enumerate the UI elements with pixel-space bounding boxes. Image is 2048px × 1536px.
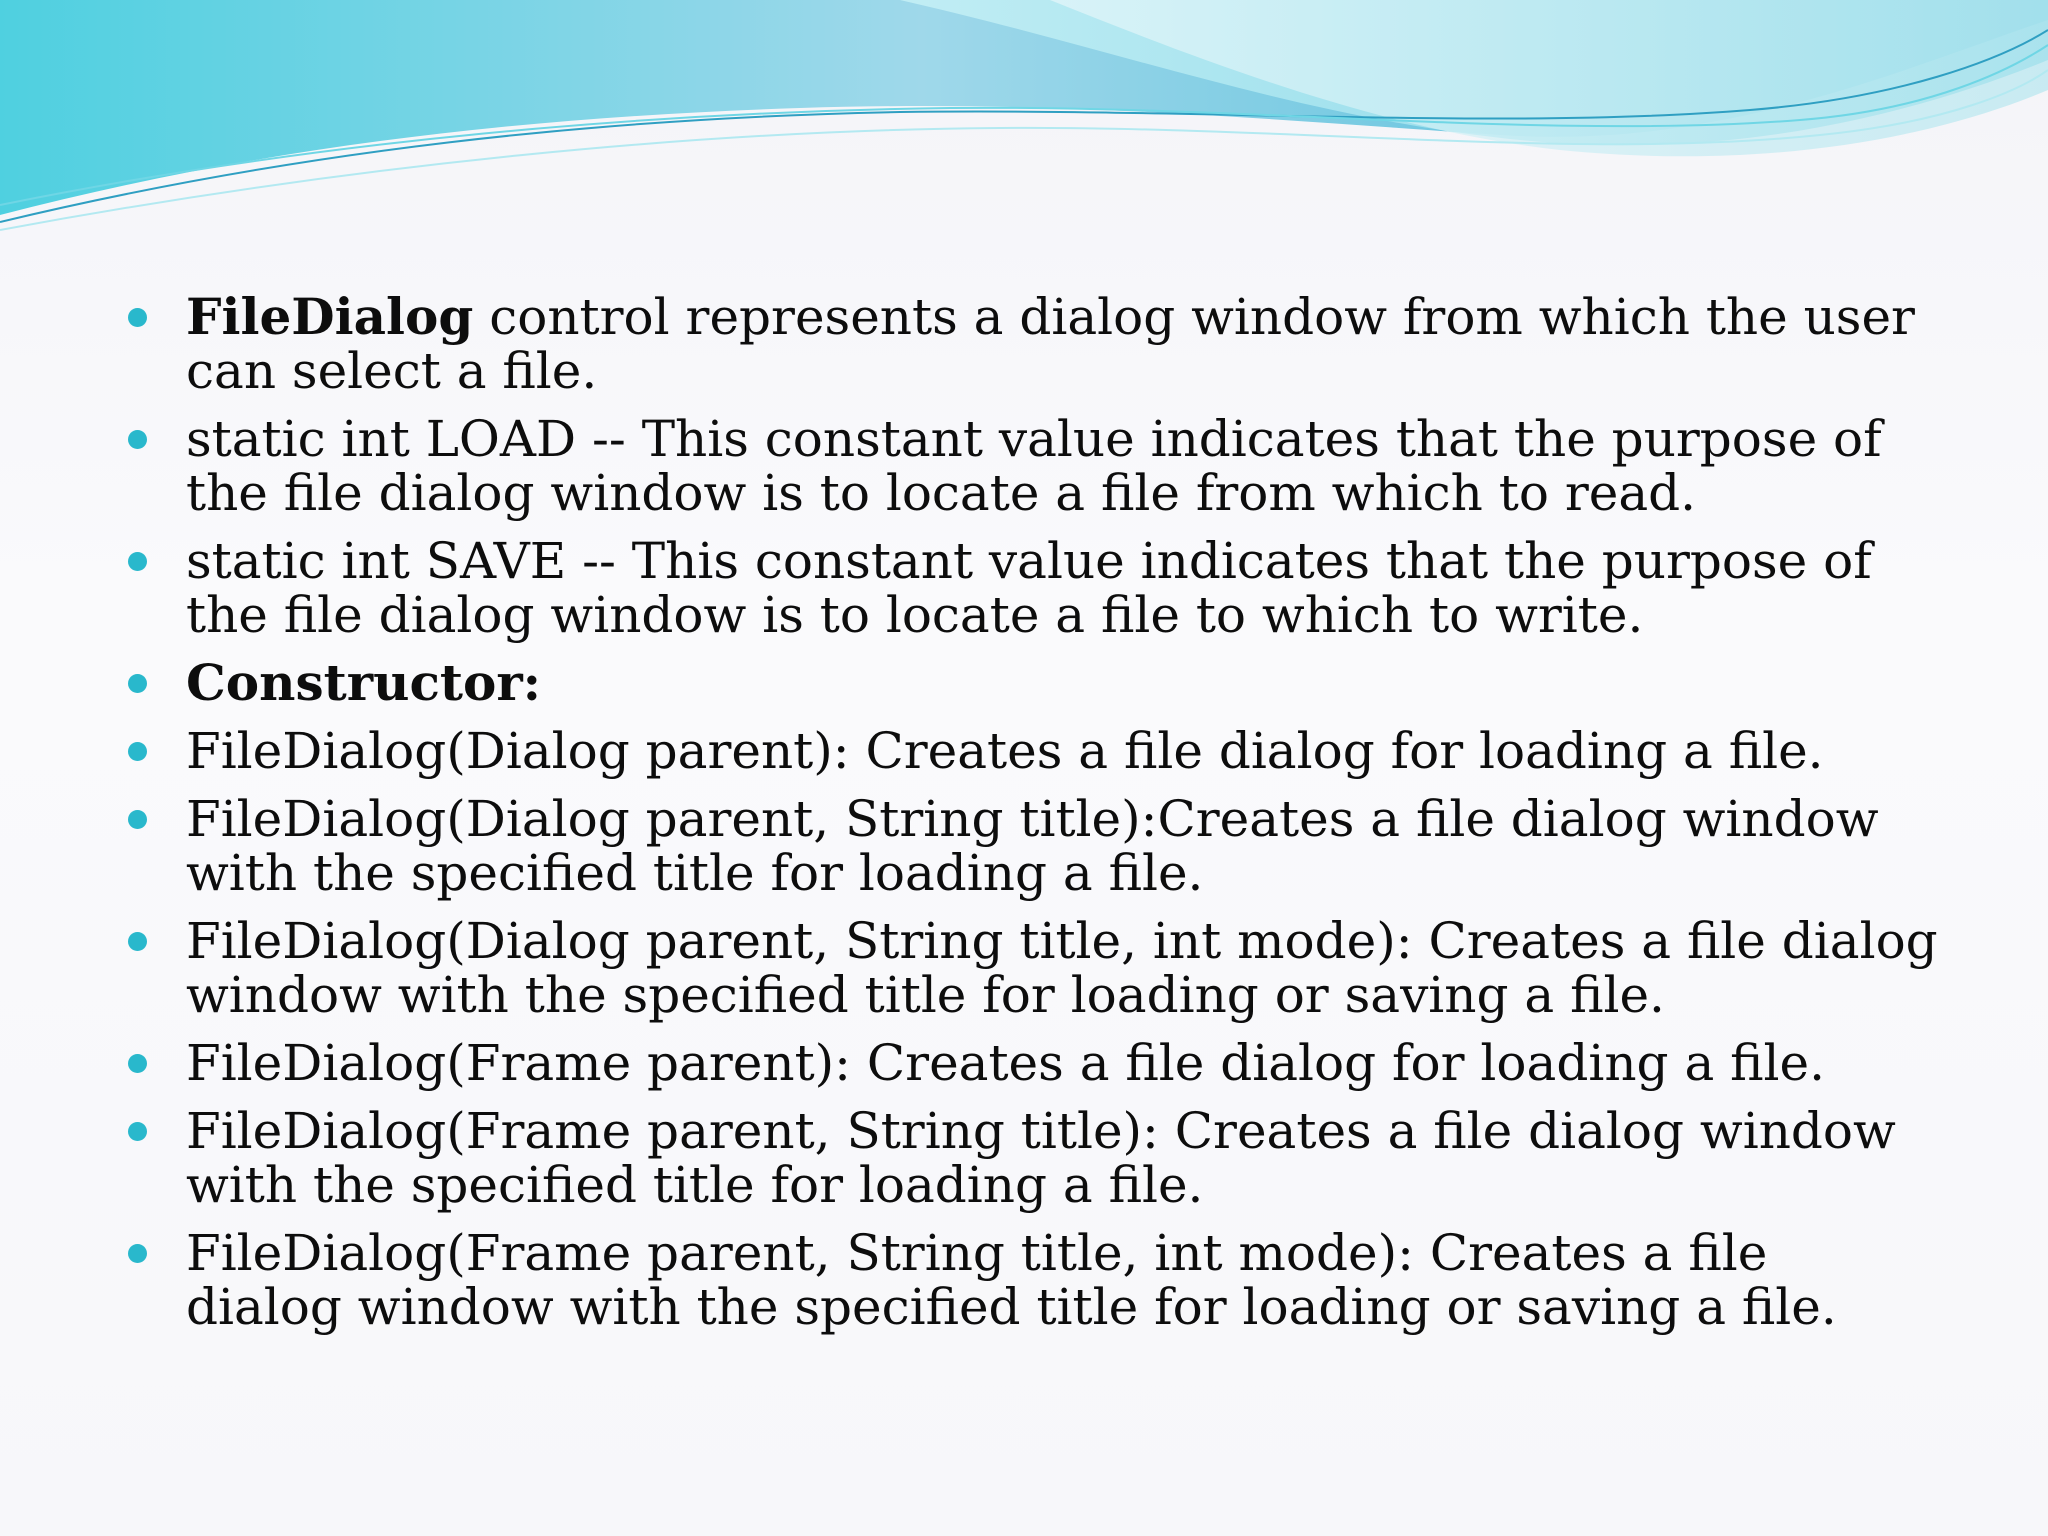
bullet-dot-icon bbox=[128, 1054, 147, 1073]
list-item bbox=[128, 534, 1938, 642]
bullet-list-container bbox=[128, 287, 1938, 1348]
item-text: FileDialog(Frame parent, String title): Creates a file dialog window with the specified title for loading a file. bbox=[186, 1102, 1896, 1214]
item-text: FileDialog(Dialog parent, String title):Creates a file dialog window with the specified title for loading a file. bbox=[186, 790, 1879, 902]
bullet-dot-icon bbox=[128, 1122, 147, 1141]
list-item bbox=[128, 792, 1938, 900]
list-item bbox=[128, 412, 1938, 520]
bullet-dot-icon bbox=[128, 552, 147, 571]
bullet-dot-icon bbox=[128, 1244, 147, 1263]
item-text: FileDialog(Dialog parent, String title, int mode): Creates a file dialog window with the specified title for loading or saving a file. bbox=[186, 912, 1938, 1024]
list-item bbox=[128, 914, 1938, 1022]
bullet-dot-icon bbox=[128, 674, 147, 693]
list-item bbox=[128, 1226, 1938, 1334]
item-text: FileDialog(Dialog parent): Creates a file dialog for loading a file. bbox=[186, 722, 1824, 780]
item-text: control represents a dialog window from which the user can select a file. bbox=[186, 288, 1915, 400]
bullet-dot-icon bbox=[128, 810, 147, 829]
item-bold-text: Constructor: bbox=[186, 653, 542, 712]
bullet-dot-icon bbox=[128, 742, 147, 761]
list-item bbox=[128, 287, 1938, 400]
bullet-dot-icon bbox=[128, 932, 147, 951]
item-text: FileDialog(Frame parent): Creates a file dialog for loading a file. bbox=[186, 1034, 1825, 1092]
list-item bbox=[128, 1104, 1938, 1212]
bullet-list bbox=[128, 287, 1938, 1336]
header-wave-decoration bbox=[0, 0, 2048, 240]
list-item bbox=[128, 724, 1938, 778]
item-text: FileDialog(Frame parent, String title, int mode): Creates a file dialog window with the specified title for loading or saving a file. bbox=[186, 1224, 1837, 1336]
item-text: static int SAVE -- This constant value indicates that the purpose of the file dialog window is to locate a file to which to write. bbox=[186, 532, 1872, 644]
list-item bbox=[128, 653, 1938, 712]
bullet-dot-icon bbox=[128, 308, 147, 327]
bullet-dot-icon bbox=[128, 430, 147, 449]
list-item bbox=[128, 1036, 1938, 1090]
item-bold-text: FileDialog bbox=[186, 287, 474, 346]
item-text: static int LOAD -- This constant value indicates that the purpose of the file dialog window is to locate a file from which to read. bbox=[186, 410, 1882, 522]
